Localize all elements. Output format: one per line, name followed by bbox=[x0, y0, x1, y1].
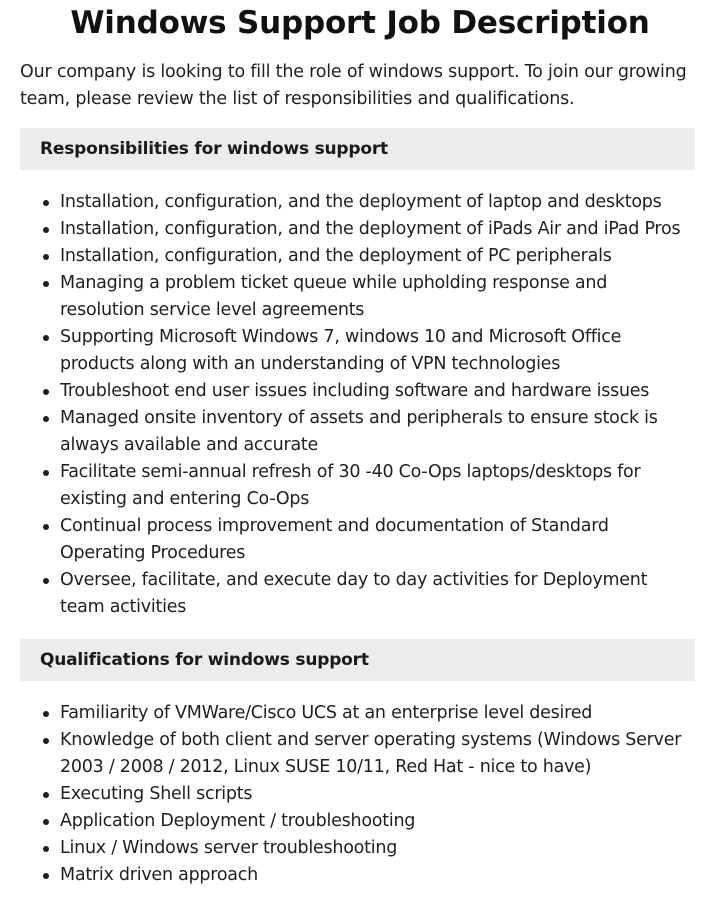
list-item: Application Deployment / troubleshooting bbox=[20, 808, 695, 835]
list-item: Installation, configuration, and the deployment of iPads Air and iPad Pros bbox=[20, 216, 695, 243]
list-item: Managing a problem ticket queue while upholding response and resolution service level agreements bbox=[20, 270, 695, 324]
list-item: Executing Shell scripts bbox=[20, 781, 695, 808]
qualifications-list bbox=[20, 700, 695, 889]
list-item: Continual process improvement and documentation of Standard Operating Procedures bbox=[20, 513, 695, 567]
responsibilities-list bbox=[20, 189, 695, 621]
list-item: Familiarity of VMWare/Cisco UCS at an enterprise level desired bbox=[20, 700, 695, 727]
qualifications-heading: Qualifications for windows support bbox=[20, 639, 695, 681]
page-title: Windows Support Job Description bbox=[70, 5, 650, 41]
list-item: Facilitate semi-annual refresh of 30 -40 Co-Ops laptops/desktops for existing and entering Co-Ops bbox=[20, 459, 695, 513]
list-item: Supporting Microsoft Windows 7, windows 10 and Microsoft Office products along with an understanding of VPN technologies bbox=[20, 324, 695, 378]
list-item: Installation, configuration, and the deployment of laptop and desktops bbox=[20, 189, 695, 216]
list-item: Matrix driven approach bbox=[20, 862, 695, 889]
list-item: Oversee, facilitate, and execute day to day activities for Deployment team activities bbox=[20, 567, 695, 621]
list-item: Knowledge of both client and server operating systems (Windows Server 2003 / 2008 / 2012, Linux SUSE 10/11, Red Hat - nice to have) bbox=[20, 727, 695, 781]
list-item: Troubleshoot end user issues including software and hardware issues bbox=[20, 378, 695, 405]
list-item: Managed onsite inventory of assets and peripherals to ensure stock is always available and accurate bbox=[20, 405, 695, 459]
list-item: Linux / Windows server troubleshooting bbox=[20, 835, 695, 862]
intro-paragraph: Our company is looking to fill the role of windows support. To join our growing team, please review the list of responsibilities and qualifications. bbox=[20, 62, 687, 109]
list-item: Installation, configuration, and the deployment of PC peripherals bbox=[20, 243, 695, 270]
responsibilities-heading: Responsibilities for windows support bbox=[20, 128, 695, 170]
